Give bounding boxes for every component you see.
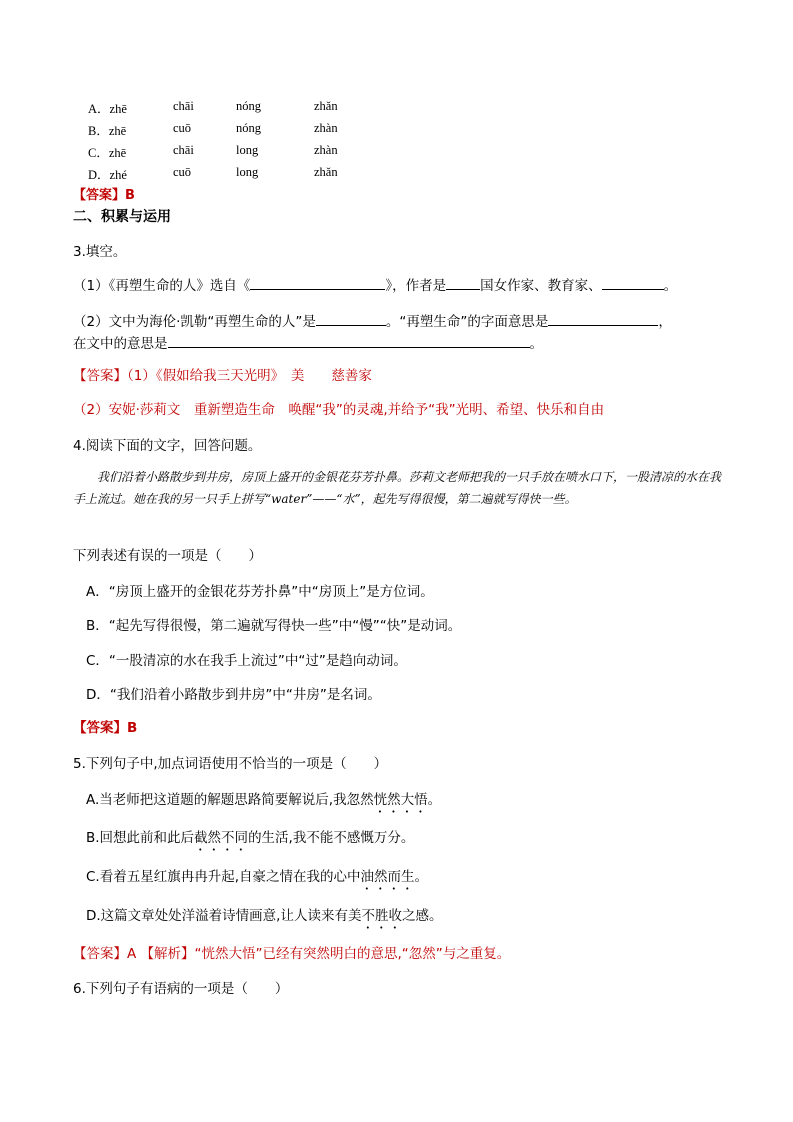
q5-text: C.看着五星红旗冉冉升起,自豪之情在我的心中 [86,869,361,885]
fill-blank[interactable] [548,313,658,326]
q3-text: ， [658,314,672,330]
q2-option-d [88,165,338,183]
dotted-phrase: 截然不同 [194,830,249,846]
q4-option-a: A．“房顶上盛开的金银花芬芳扑鼻”中“房顶上”是方位词。 [86,584,434,600]
fill-blank[interactable] [602,277,664,290]
q2-option-b [88,121,338,139]
q3-answer-1: 【答案】（1）《假如给我三天光明》 美 慈善家 [73,368,372,384]
q5-text: 之感。 [401,908,443,924]
q4-option-d: D．“我们沿着小路散步到井房”中“井房”是名词。 [86,687,381,703]
q3-text: （1）《再塑生命的人》选自《 [73,278,251,294]
q4-title: 4.阅读下面的文字，回答问题。 [73,438,262,454]
q4-option-b: B．“起先写得很慢，第二遍就写得快一些”中“慢”“快”是动词。 [86,618,462,634]
fill-blank[interactable] [168,335,530,348]
q5-text: 。 [427,792,442,808]
q3-text: 在文中的意思是 [73,336,168,352]
q5-option-b [86,826,414,854]
q2-cell: nóng [236,99,261,113]
q5-text: 的生活,我不能不感慨万分。 [248,830,415,846]
q2-cell: zhàn [314,121,338,135]
q2-cell: long [236,165,259,179]
q3-text: （2）文中为海伦·凯勒“再塑生命的人”是 [73,314,316,330]
q5-text: D.这篇文章处处洋溢着诗情画意,让人读来有美 [86,908,362,924]
q2-cell: chāi [173,99,194,113]
q3-text: 国女作家、教育家、 [480,278,602,294]
q3-title: 3.填空。 [73,244,127,260]
q2-cell: chāi [173,143,194,157]
q4-option-c: C．“一股清凉的水在我手上流过”中“过”是趋向动词。 [86,653,407,669]
q2-option-c [88,143,338,161]
q5-option-c [86,865,428,893]
q4-stem: 下列表述有误的一项是（ ） [73,548,262,564]
q4-passage: 我们沿着小路散步到井房，房顶上盛开的金银花芬芳扑鼻。莎莉文老师把我的一只手放在喷水口下，一股清凉的水在我手上流过。她在我的另一只手上拼写“water”——“水”，起先写得很慢，第二遍就写得快一些。 [73,470,722,506]
q5-text: A.当老师把这道题的解题思路简要解说后,我忽然 [86,792,374,808]
dotted-phrase: 不胜收 [361,908,402,924]
q2-cell: zhǎn [314,165,338,179]
fill-blank[interactable] [316,313,386,326]
q2-cell: zhǎn [314,99,338,113]
q2-option-label: A．zhē [88,102,127,116]
q2-option-a [88,99,338,117]
fill-blank[interactable] [250,277,385,290]
q5-option-a [86,788,441,816]
q3-text: 。“再塑生命”的字面意思是 [385,314,549,330]
q5-text: 。 [414,869,429,885]
q2-cell: long [236,143,259,157]
q2-answer: 【答案】B [73,188,135,203]
q2-cell: nóng [236,121,261,135]
q6-title: 6.下列句子有语病的一项是（ ） [73,981,289,997]
q3-answer-2: （2）安妮·莎莉文 重新塑造生命 唤醒“我”的灵魂,并给予“我”光明、希望、快乐和自由 [73,402,605,418]
q2-option-label: C．zhē [88,146,127,160]
q2-option-label: D．zhé [88,168,127,182]
q3-line3 [73,332,543,352]
q3-text: 。 [529,336,543,352]
q3-text: 》，作者是 [385,278,447,294]
q4-answer: 【答案】B [73,720,138,736]
q3-line1 [73,274,677,294]
q3-line2 [73,310,672,330]
q5-title: 5.下列句子中,加点词语使用不恰当的一项是（ ） [73,756,388,772]
section-heading: 二、积累与运用 [73,209,171,225]
dotted-phrase: 油然而生 [360,869,415,885]
q5-answer: 【答案】A 【解析】“恍然大悟”已经有突然明白的意思,“忽然”与之重复。 [73,946,511,962]
q2-option-label: B．zhē [88,124,127,138]
q2-cell: cuō [173,121,192,135]
fill-blank[interactable] [446,277,480,290]
q5-option-d [86,904,442,932]
dotted-phrase: 恍然大悟 [373,792,428,808]
q3-text: 。 [663,278,678,294]
q5-text: B.回想此前和此后 [86,830,195,846]
q2-cell: zhàn [314,143,338,157]
q2-cell: cuō [173,165,192,179]
